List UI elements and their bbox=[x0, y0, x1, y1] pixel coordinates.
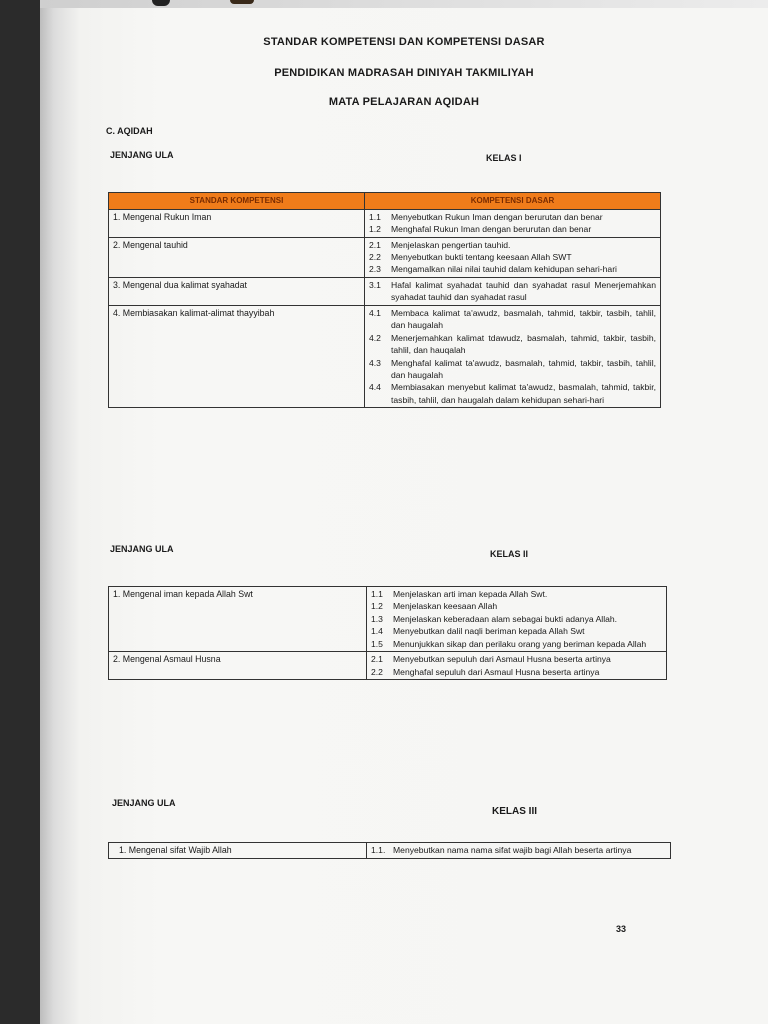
title-line-1: STANDAR KOMPETENSI DAN KOMPETENSI DASAR bbox=[263, 36, 545, 48]
kelas-label-3: KELAS III bbox=[492, 806, 538, 817]
title-line-3: MATA PELAJARAN AQIDAH bbox=[328, 96, 480, 108]
kd-number: 4.1 bbox=[369, 307, 381, 318]
kd-number: 2.2 bbox=[371, 666, 383, 677]
kd-number: 4.2 bbox=[369, 332, 381, 343]
kd-number: 1.1. bbox=[371, 845, 386, 855]
list-item bbox=[369, 357, 656, 382]
binding-mark-2 bbox=[230, 0, 254, 4]
table-row bbox=[109, 277, 661, 305]
list-item bbox=[371, 625, 662, 637]
kd-number: 4.4 bbox=[369, 382, 381, 393]
kompetensi-dasar-cell bbox=[365, 237, 661, 277]
kd-text: Menyebutkan nama nama sifat wajib bagi Allah beserta artinya bbox=[393, 845, 632, 855]
jenjang-label-3: JENJANG ULA bbox=[112, 798, 176, 808]
kd-number: 1.4 bbox=[371, 626, 383, 637]
standar-kompetensi-cell: 1. Mengenal iman kepada Allah Swt bbox=[109, 587, 367, 652]
kd-number: 3.1 bbox=[369, 279, 381, 290]
kelas-label-1: KELAS I bbox=[486, 153, 522, 163]
kompetensi-dasar-cell bbox=[367, 587, 667, 652]
kd-number: 4.3 bbox=[369, 357, 381, 368]
kd-text: Menyebutkan dalil naqli beriman kepada Allah Swt bbox=[393, 626, 585, 637]
kd-text: Membaca kalimat ta'awudz, basmalah, tahmid, takbir, tasbih, tahlil, dan haugalah bbox=[391, 307, 656, 331]
title-line-2: PENDIDIKAN MADRASAH DINIYAH TAKMILIYAH bbox=[274, 67, 534, 79]
kd-text: Menerjemahkan kalimat tdawudz, basmalah, tahmid, takbir, tasbih, tahlil, dan hauqalah bbox=[391, 332, 656, 356]
competency-table-kelas-1 bbox=[108, 192, 661, 408]
kd-text: Menjelaskan keesaan Allah bbox=[393, 601, 498, 612]
list-item bbox=[369, 211, 656, 223]
standar-kompetensi-cell: 1. Mengenal sifat Wajib Allah bbox=[109, 843, 367, 859]
header-kompetensi-dasar: KOMPETENSI DASAR bbox=[365, 193, 661, 210]
list-item bbox=[369, 263, 656, 275]
list-item bbox=[369, 332, 656, 357]
standar-kompetensi-cell: 1. Mengenal Rukun Iman bbox=[109, 209, 365, 237]
kompetensi-dasar-cell bbox=[367, 843, 671, 859]
list-item bbox=[369, 223, 656, 235]
table-row bbox=[109, 587, 667, 652]
kd-number: 2.2 bbox=[369, 251, 381, 262]
list-item bbox=[371, 588, 662, 600]
jenjang-label-2: JENJANG ULA bbox=[110, 544, 174, 554]
list-item bbox=[369, 279, 656, 304]
list-item bbox=[371, 653, 662, 665]
kd-number: 1.1 bbox=[371, 589, 383, 599]
list-item bbox=[371, 638, 662, 650]
page-number: 33 bbox=[616, 924, 627, 934]
kd-number: 2.1 bbox=[371, 654, 383, 665]
kd-text: Menghafal kalimat ta'awudz, basmalah, tahmid, takbir, tasbih, tahlil, dan haugalah bbox=[391, 357, 656, 381]
kd-text: Menyebutkan Rukun Iman dengan berurutan dan benar bbox=[391, 211, 603, 222]
kd-number: 2.3 bbox=[369, 264, 381, 275]
table-row bbox=[109, 652, 667, 680]
page-top-edge bbox=[40, 0, 768, 8]
standar-kompetensi-cell: 4. Membiasakan kalimat-alimat thayyibah bbox=[109, 305, 365, 408]
kd-text: Menjelaskan keberadaan alam sebagai bukti adanya Allah. bbox=[393, 613, 618, 624]
section-label: C. AQIDAH bbox=[106, 126, 153, 136]
kd-number: 1.3 bbox=[371, 613, 383, 624]
list-item bbox=[369, 307, 656, 332]
kelas-label-2: KELAS II bbox=[490, 549, 529, 559]
kd-text: Hafal kalimat syahadat tauhid dan syahadat rasul Menerjemahkan syahadat tauhid dan syahadat rasul bbox=[391, 279, 656, 303]
kd-number: 1.1 bbox=[369, 211, 381, 222]
kd-text: Menjelaskan pengertian tauhid. bbox=[391, 239, 511, 250]
kd-text: Menghafal sepuluh dari Asmaul Husna beserta artinya bbox=[393, 666, 600, 677]
kd-number: 1.2 bbox=[371, 601, 383, 612]
competency-table-kelas-2 bbox=[108, 586, 667, 680]
standar-kompetensi-cell: 2. Mengenal Asmaul Husna bbox=[109, 652, 367, 680]
standar-kompetensi-cell: 2. Mengenal tauhid bbox=[109, 237, 365, 277]
list-item bbox=[371, 600, 662, 612]
kompetensi-dasar-cell bbox=[365, 277, 661, 305]
list-item bbox=[369, 239, 656, 251]
jenjang-label-1: JENJANG ULA bbox=[110, 150, 174, 160]
table-row bbox=[109, 237, 661, 277]
header-standar-kompetensi: STANDAR KOMPETENSI bbox=[109, 193, 365, 210]
list-item bbox=[369, 381, 656, 406]
kompetensi-dasar-cell bbox=[365, 209, 661, 237]
kd-number: 1.5 bbox=[371, 638, 383, 649]
kd-text: Menyebutkan bukti tentang keesaan Allah SWT bbox=[391, 251, 572, 262]
list-item bbox=[369, 251, 656, 263]
table-row bbox=[109, 843, 671, 859]
kd-number: 1.2 bbox=[369, 224, 381, 235]
kd-text: Mengamalkan nilai nilai tauhid dalam kehidupan sehari-hari bbox=[391, 264, 617, 275]
competency-table-kelas-3 bbox=[108, 842, 671, 859]
list-item bbox=[371, 666, 662, 678]
document-page bbox=[40, 0, 768, 1024]
kd-text: Menunjukkan sikap dan perilaku orang yang beriman kepada Allah bbox=[393, 638, 647, 649]
kd-number: 2.1 bbox=[369, 239, 381, 250]
list-item bbox=[371, 613, 662, 625]
table-row bbox=[109, 209, 661, 237]
kd-text: Menghafal Rukun Iman dengan berurutan dan benar bbox=[391, 224, 592, 235]
table-row bbox=[109, 305, 661, 408]
kd-text: Menyebutkan sepuluh dari Asmaul Husna beserta artinya bbox=[393, 654, 611, 665]
kd-text: Membiasakan menyebut kalimat ta'awudz, basmalah, tahmid, takbir, tasbih, tahlil, dan haugalah dalam kehidupan sehari-hari bbox=[391, 382, 656, 405]
kompetensi-dasar-cell bbox=[367, 652, 667, 680]
standar-kompetensi-cell: 3. Mengenal dua kalimat syahadat bbox=[109, 277, 365, 305]
kompetensi-dasar-cell bbox=[365, 305, 661, 408]
kd-text: Menjelaskan arti iman kepada Allah Swt. bbox=[393, 589, 548, 599]
list-item bbox=[371, 844, 666, 856]
